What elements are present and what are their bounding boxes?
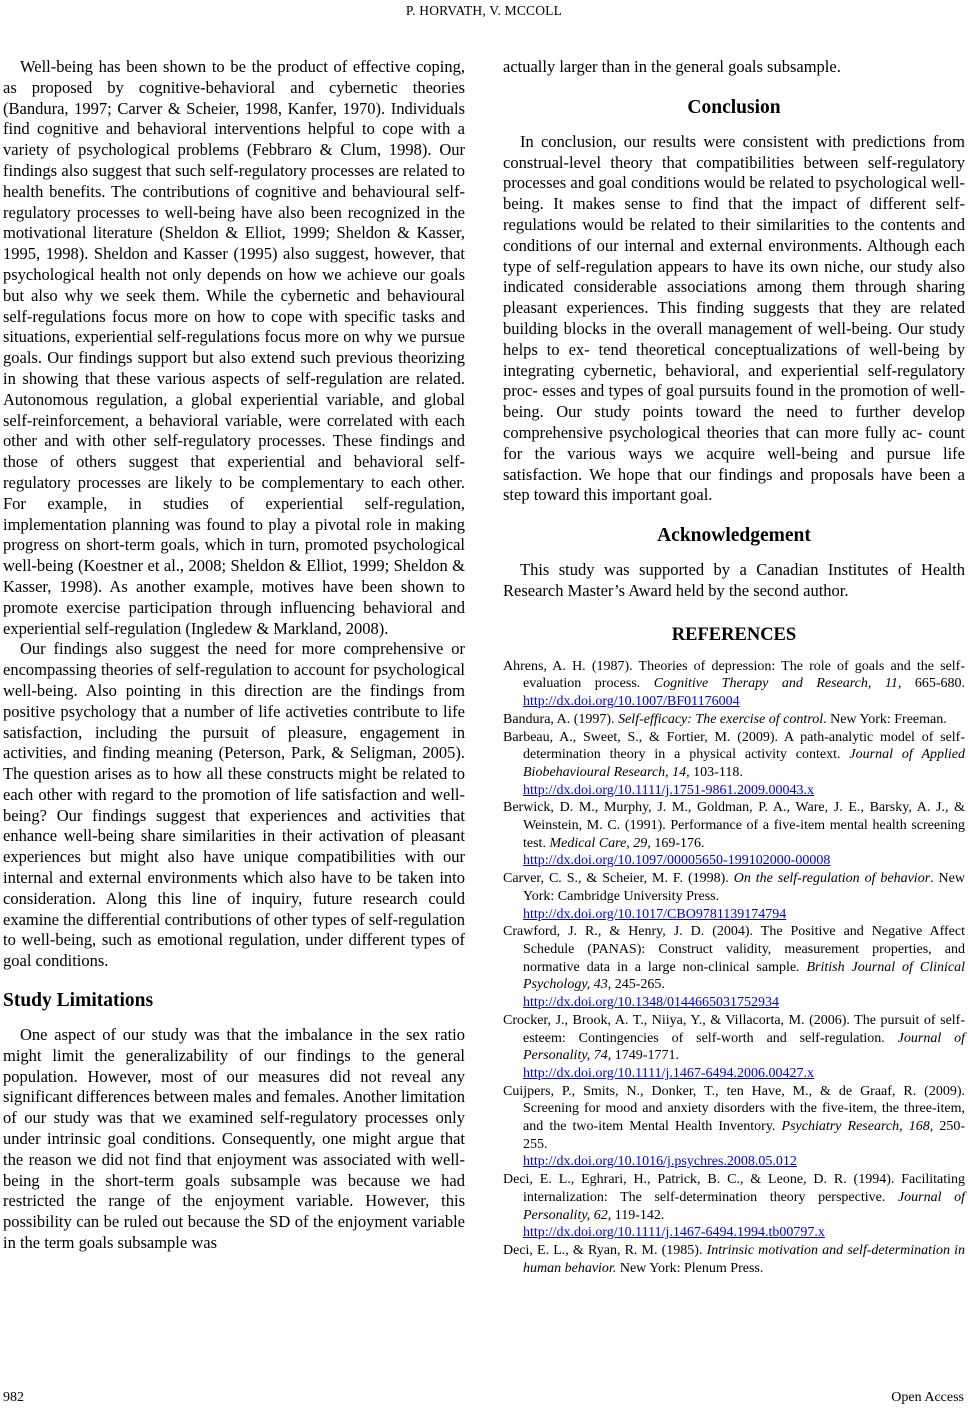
reference-italic-text: Journal of Applied Biobehavioural Research, 14, — [523, 747, 965, 780]
reference-text: Crocker, J., Brook, A. T., Niiya, Y., & Villacorta, M. (2006). The pursuit of self-esteem: Contingencies of self-worth and self-regulation. — [503, 1012, 965, 1046]
paragraph-conclusion: In conclusion, our results were consistent with predictions from construal-level theory that compatibilities between self-regulatory processes and goal conditions would be related to psychological well-being. It makes sense to find that the impact of different self-regulations would be related to their similarities to the contents and conditions of our internal and external environments. Although each type of self-regulation appears to have its own niche, our study also indicated considerable associations among them through sharing pleasant experiences. This finding suggests that they are related building blocks in the overall management of well-being. Our study helps to ex- tend theoretical conceptualizations of well-being by integrating cybernetic, behavioral, and experiential self-regulatory proc- esses and types of goal pursuits found in the promotion of well-being. Our study points toward the need to further develop comprehensive psychological theories that can more fully ac- count for the various ways we acquire well-being and pursue life satisfaction. We hope that our findings and proposals have been a step toward this important goal. — [503, 131, 965, 505]
running-head: P. HORVATH, V. MCCOLL — [405, 3, 563, 18]
paragraph-limitations: One aspect of our study was that the imbalance in the sex ratio might limit the generalizability of our findings to the general population. However, most of our measures did not reveal any significant differences between males and females. Another limitation of our study was that we examined self-regulatory processes only under intrinsic goal conditions. Consequently, one might argue that the reason we did not find that enjoyment was associated with well-being in the short-term goals subsample was because we had restricted the range of the enjoyment variable. However, this possibility can be ruled out because the SD of the enjoyment variable in the term goals subsample was — [3, 1025, 465, 1253]
reference-text: . New York: Cambridge University Press. — [523, 871, 965, 904]
doi-link[interactable]: http://dx.doi.org/10.1111/j.1467-6494.2006.00427.x — [523, 1065, 815, 1081]
reference-item — [503, 1242, 965, 1277]
reference-item — [503, 1171, 965, 1242]
page-number: 982 — [3, 1390, 24, 1405]
reference-item — [503, 729, 965, 800]
reference-text: Barbeau, A., Sweet, S., & Fortier, M. (2009). A path-analytic model of self-determination theory in a physical activity context. — [503, 729, 965, 763]
reference-text: 665-680. — [914, 676, 965, 692]
reference-text: New York: Plenum Press. — [619, 1260, 764, 1276]
reference-item — [503, 923, 965, 1012]
open-access-label: Open Access — [891, 1390, 964, 1405]
conclusion-heading: Conclusion — [687, 96, 781, 118]
reference-text: 169-176. — [654, 835, 705, 851]
reference-item — [503, 1012, 965, 1083]
paragraph-acknowledgement: This study was supported by a Canadian Institutes of Health Research Master’s Award held by the second author. — [503, 560, 965, 600]
paragraph-wellbeing-coping: Well-being has been shown to be the product of effective coping, as proposed by cognitive-behavioral and cybernetic theories (Bandura, 1997; Carver & Scheier, 1998, Kanfer, 1970). Individuals find cognitive and behavioral interventions helpful to cope with a variety of psychological problems (Febbraro & Clum, 1998). Our findings also suggest that such self-regulatory processes are related to health benefits. The contributions of cognitive and behavioural self-regulatory processes to well-being have also been recognized in the motivational literature (Sheldon & Elliot, 1999; Sheldon & Kasser, 1995, 1998). Sheldon and Kasser (1995) also suggest, however, that psychological health not only depends on how we achieve our goals but also why we seek them. While the cybernetic and behavioural self-regulations focus more on how to cope with specific tasks and situations, experiential self-regulations focus more on why we pursue goals. Our findings support but also extend such previous theorizing in showing that these various aspects of self-regulation are related. Autonomous regulation, a global experiential variable, and global self-reinforcement, a behavioral variable, were correlated with each other and with other self-regulatory processes. These findings and those of others suggest that experiential and behavioral self-regulatory processes are likely to be complementary to each other. For example, in studies of experiential self-regulation, implementation planning was found to play a pivotal role in making progress on short-term goals, which in turn, promoted psychological well-being (Koestner et al., 2008; Sheldon & Elliot, 1999; Sheldon & Kasser, 1998). As another example, motives have been shown to promote exercise participation through influencing behavioral and experiential self-regulation (Ingledew & Markland, 2008). — [3, 57, 465, 638]
reference-item — [503, 711, 965, 729]
doi-link[interactable]: http://dx.doi.org/10.1348/0144665031752934 — [523, 995, 780, 1011]
study-limitations-heading: Study Limitations — [3, 990, 154, 1012]
reference-item — [503, 799, 965, 870]
left-column — [3, 57, 465, 1254]
reference-italic-text: Self-efficacy: The exercise of control — [618, 711, 824, 727]
reference-item — [503, 1083, 965, 1172]
reference-text: Carver, C. S., & Scheier, M. F. (1998). — [503, 871, 734, 887]
reference-italic-text: Medical Care, 29, — [549, 835, 655, 851]
reference-text: 250-255. — [523, 1119, 965, 1152]
references-list — [503, 658, 965, 1278]
paragraph-comprehensive-theories: Our findings also suggest the need for more comprehensive or encompassing theories of self-regulation to account for psychological well-being. Also pointing in this direction are the findings from positive psychology that a number of life activeties contribute to life satisfaction, including the pursuit of pleasure, engagement in activities, and finding meaning (Peterson, Park, & Seligman, 2005). The question arises as to how all these constructs might be related to each other with regard to the promotion of life satisfaction and well-being? Our findings suggest that experiences and activities that enhance well-being share similarities in their activation of pleasant experiences but might also have unique compatibilities with our internal and external environments which also have to be taken into consideration. Along this line of inquiry, future research could examine the differential contributions of other types of self-regulation to well-being, such as emotional regulation, under different types of goal conditions. — [3, 639, 465, 971]
reference-text: Deci, E. L., Eghrari, H., Patrick, B. C., & Leone, D. R. (1994). Facilitating internalization: The self-determination theory perspective. — [503, 1172, 965, 1205]
right-column — [503, 57, 965, 1277]
reference-italic-text: Journal of Personality, 74, — [523, 1030, 965, 1064]
reference-italic-text: Intrinsic motivation and self-determination in human behavior. — [523, 1242, 965, 1276]
reference-text: 103-118. — [693, 764, 743, 780]
reference-text: 245-265. — [614, 977, 665, 993]
reference-text: 119-142. — [614, 1207, 665, 1223]
reference-text: Cuijpers, P., Smits, N., Donker, T., ten Have, M., & de Graaf, R. (2009). Screening for mood and anxiety disorders with the five-item, the three-item, and the two-item Mental Health Inventory. — [503, 1083, 965, 1135]
reference-text: Crawford, J. R., & Henry, J. D. (2004). The Positive and Negative Affect Schedule (PANAS): Construct validity, measurement properties, and normative data in a large non-clinical sample. — [503, 924, 965, 975]
reference-italic-text: Cognitive Therapy and Research, 11, — [653, 676, 915, 692]
reference-text: Berwick, D. M., Murphy, J. M., Goldman, P. A., Ware, J. E., Barsky, A. J., & Weinstein, M. C. (1991). Performance of a five-item mental health screening test. — [503, 800, 965, 851]
reference-text: Deci, E. L., & Ryan, R. M. (1985). — [503, 1242, 707, 1258]
reference-italic-text: Psychiatry Research, 168, — [781, 1119, 940, 1135]
reference-text: . New York: Freeman. — [823, 711, 947, 727]
paragraph-continuation: actually larger than in the general goals subsample. — [503, 57, 841, 76]
reference-italic-text: British Journal of Clinical Psychology, 43, — [523, 959, 965, 993]
doi-link[interactable]: http://dx.doi.org/10.1016/j.psychres.2008.05.012 — [523, 1154, 797, 1170]
reference-text: 1749-1771. — [614, 1048, 679, 1064]
doi-link[interactable]: http://dx.doi.org/10.1111/j.1467-6494.1994.tb00797.x — [523, 1225, 825, 1241]
reference-item — [503, 658, 965, 711]
doi-link[interactable]: http://dx.doi.org/10.1017/CBO9781139174794 — [523, 906, 787, 922]
reference-text: Bandura, A. (1997). — [503, 711, 619, 727]
doi-link[interactable]: http://dx.doi.org/10.1097/00005650-199102000-00008 — [523, 853, 831, 869]
references-heading: REFERENCES — [671, 624, 797, 645]
acknowledgement-heading: Acknowledgement — [657, 525, 811, 547]
reference-italic-text: Journal of Personality, 62, — [523, 1189, 965, 1223]
reference-text: Ahrens, A. H. (1987). Theories of depression: The role of goals and the self-evaluation process. — [503, 658, 965, 692]
doi-link[interactable]: http://dx.doi.org/10.1111/j.1751-9861.2009.00043.x — [523, 782, 815, 798]
reference-item — [503, 870, 965, 923]
reference-italic-text: On the self-regulation of behavior — [733, 871, 931, 887]
doi-link[interactable]: http://dx.doi.org/10.1007/BF01176004 — [523, 694, 740, 710]
